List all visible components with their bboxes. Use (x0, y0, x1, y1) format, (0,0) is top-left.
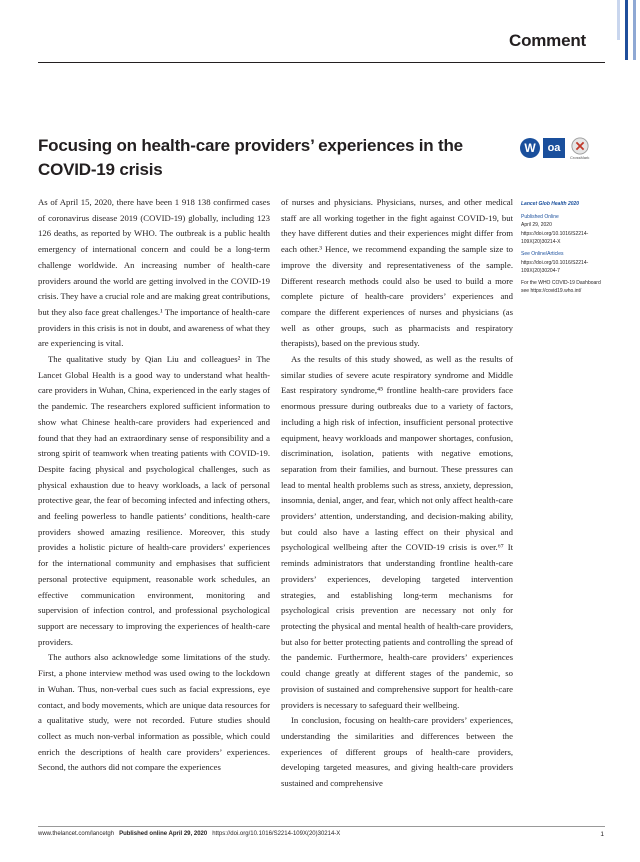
w-logo-icon: W (520, 138, 540, 158)
open-access-icon: oa (543, 138, 565, 158)
paragraph: The qualitative study by Qian Liu and colleagues² in The Lancet Global Health is a good way to understand what health-care providers in Wuhan, China, experienced in the early stages of the pandemic. The researchers explored sufficient information to show what Chinese health-care providers had experienced and found that they had an extraordinary sense of responsibility and a strong spirit of teamwork when treating patients with COVID-19. Despite facing physical and psychological challenges, such as physical exhaustion due to heavy workloads, a lack of personal protective gear, the fear of becoming infected and infecting others, and feeling powerless to handle patients’ conditions, health-care providers showed amazing resilience. Moreover, this study provides a holistic picture of health-care providers’ experiences for the international community and emphasises that sufficient personal protective equipment, reasonable work schedules, an effective communication environment, monitoring and supervision of infection control, and professional psychological support are necessary to improving the experiences of health-care providers. (38, 354, 270, 647)
section-label: Comment (509, 31, 586, 50)
article-title: Focusing on health-care providers’ experiences in the COVID-19 crisis (38, 136, 463, 179)
paragraph: The authors also acknowledge some limitations of the study. First, a phone interview method was used owing to the lockdown in Wuhan. Thus, non-verbal cues such as facial expressions, eye contact, and body movements, which are unique data resources for a qualitative study, were not recorded. Future studies should collect as much non-verbal information as possible, which could enrich the descriptions of health care providers’ experiences. Second, the authors did not compare the experiences (38, 652, 270, 773)
paragraph: As of April 15, 2020, there have been 1 918 138 confirmed cases of coronavirus disease 2019 (COVID-19) globally, including 123 126 deaths, as reported by WHO. The outbreak is a public health emergency of international concern and could be a long-term challenge worldwide. An increasing number of health-care providers around the world are getting involved in the COVID-19 crisis. They have a crucial role and are making great contributions, but they also face great challenges.¹ The importance of health-care providers in this crisis is not in doubt, and awareness of what they are experiencing is vital. (38, 197, 270, 349)
edge-tab-mid (633, 0, 636, 60)
edge-tab-light (617, 0, 620, 40)
dashboard-link[interactable]: For the WHO COVID-19 Dashboard see https://covid19.who.int/ (521, 279, 601, 295)
sidebar-notes (521, 200, 609, 299)
page-footer (38, 831, 340, 837)
crossmark-label: CrossMark (570, 154, 590, 160)
footer-published: Published online April 29, 2020 (119, 831, 208, 837)
published-date: April 29, 2020 (521, 222, 552, 229)
paragraph: of nurses and physicians. Physicians, nurses, and other medical staff are all working together in the fight against COVID-19, but they have different duties and their experiences might differ from each other.³ Hence, we recommend expanding the sample size to improve the diversity and representativeness of the sample. Different research methods could also be used to build a more complete picture of health-care providers’ experiences and compare the different experiences of nurses and physicians (as well as other groups, such as pharmacists and respiratory therapists), based on the previous study. (281, 197, 513, 349)
journal-citation: Lancet Glob Health 2020 (521, 201, 580, 207)
see-also-label: See Online/Articles (521, 250, 564, 257)
header-rule (38, 62, 605, 63)
body-column-2 (281, 195, 513, 792)
page-number: 1 (600, 831, 604, 838)
see-also-doi-link[interactable]: https://doi.org/10.1016/S2214-109X(20)30204-7 (521, 259, 589, 275)
edge-tab-dark (625, 0, 628, 60)
paragraph: As the results of this study showed, as well as the results of similar studies of severe acute respiratory syndrome and Middle East respiratory syndrome,⁴⁵ frontline health-care providers face enormous pressure during outbreaks due to a variety of factors, including a high risk of infection, insufficient personal protective equipment, heavy workloads and manpower shortages, confusion, discrimination, isolation, patients with negative emotions, separation from their families, and burnout. These pressures can lead to mental health problems such as stress, anxiety, depression, insomnia, denial, anger, and fear, which not only affect health-care providers’ attention, understanding, and decision-making ability, but could also have a lasting effect on their physical and psychological wellbeing after the COVID-19 crisis is over.⁶⁷ It reminds administrators that understanding frontline health-care providers’ experiences, developing targeted intervention strategies, and establishing long-term mechanisms for psychological crisis prevention are necessary not only for protecting the physical and mental health of health-care providers, but also for better protecting patients and controlling the spread of the pandemic. Furthermore, health-care providers’ experiences could change greatly at different stages of the pandemic, so provision of sustained and comprehensive support for health-care providers is necessary to safeguard their wellbeing. (281, 354, 513, 710)
article-doi-link[interactable]: https://doi.org/10.1016/S2214-109X(20)30214-X (521, 230, 589, 246)
crossmark-badge[interactable] (570, 137, 589, 160)
footer-site[interactable]: www.thelancet.com/lancetgh (38, 831, 115, 837)
access-badges (520, 133, 589, 163)
footer-doi[interactable]: https://doi.org/10.1016/S2214-109X(20)30214-X (212, 831, 341, 837)
paragraph: In conclusion, focusing on health-care providers’ experiences, understanding the similarities and differences between the experiences of different groups of health-care providers, developing targeted measures, and giving health-care providers sustained and comprehensive (281, 715, 513, 789)
crossmark-icon (571, 137, 589, 155)
published-label: Published Online (521, 213, 559, 220)
body-column-1 (38, 195, 270, 776)
footer-rule (38, 826, 605, 827)
